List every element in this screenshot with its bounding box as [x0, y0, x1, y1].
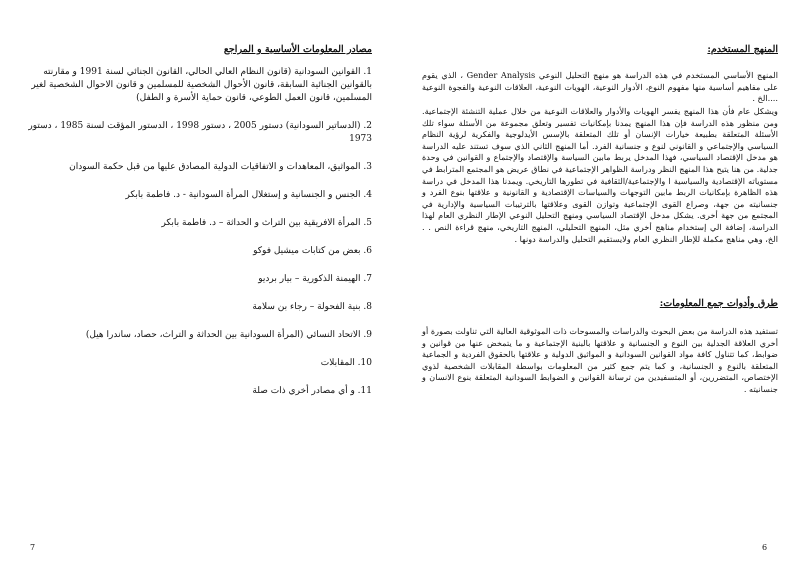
list-item: 11. و أي مصادر أخري ذات صلة [252, 386, 372, 396]
list-item: 10. المقابلات [320, 358, 372, 368]
list-item: 4. الجنس و الجنسانية و إستغلال المرأة السودانية - د. فاطمة بابكر [125, 190, 372, 200]
method-heading: المنهج المستخدم: [707, 44, 778, 55]
sources-list [20, 66, 372, 413]
right-page [400, 0, 800, 566]
list-item: 1. القوانين السودانية (قانون النظام العالي الحالي، القانون الجنائي لسنة 1991 و مقارنته بالقوانين الجنائية السابقة، قانون الأحوال الشخصية للمسلمين و قانون الاحوال الشخصية لغير المسلمين، قانون العمل الطوعي، قانون حماية الأسرة و الطفل) [31, 67, 372, 103]
list-item: 6. بعض من كتابات ميشيل فوكو [253, 246, 372, 256]
list-item: 8. بنية الفحولة – رجاء بن سلامة [252, 302, 372, 312]
list-item: 7. الهيمنة الذكورية – بيار برديو [258, 274, 372, 284]
tools-paragraph: تستفيد هذه الدراسة من بعض البحوث والدراسات والمسوحات ذات الموثوقية العالية التي تناولت بصورة أو أخري العلاقة الجدلية بين النوع و الجنسانية و علاقتها بالبنية الإجتماعية و ما يتمخض عنها من قوانين و ضوابط، كما تتناول كافة مواد القوانين السودانية و المواثيق الدولية و علاقتها بالحقوق الفردية و الجماعية المتعلقة بالنوع و الجنسانية، و كما يتم جمع كثير من المعلومات بواسطة المقابلات الشخصية لذوي الإختصاص، المتضررين، أو المتسفيدين من ترسانة القوانين و الضوابط السودانية المتعلقة بنوع الانسان و جنسانيته . [422, 326, 778, 394]
tools-heading: طرق وأدوات جمع المعلومات: [659, 298, 778, 309]
method-paragraph-2: ويشكل عام فأن هذا المنهج يفسر الهويات والأدوار والعلاقات النوعية من خلال عملية التنشئة الإجتماعية. ومن منظور هذه الدراسة فإن هذا المنهج يمدنا بإمكانيات تفسير وتعلق مجموعة من الأسئلة سواء تلك الأسئلة المتعلقة بطبيعة خيارات الإنسان أو تلك المتعلقة بالإسس الأيدلوجية والفكرية لرؤية النظام السياسي والإجتماعي و القانوني لنوع و جنسانية الفرد. أما المنهج الثاني الذي سوف تستند عليه الدراسة هو مدخل الإقتصاد السياسي، فهذا المدخل يربط مابين السياسة والإقتصاد والإجتماع و القوانين في وحدة جدلية. من هنا يتيح هذا المنهج النظر ودراسة الظواهر الإجتماعية في نطاق عريض هو المجتمع المترابط في مستوياته الإقتصادية والسياسية ا والإجتماعية/الثقافية في تطورها التاريخي. ويمدنا هذا المدخل في دراسة هذه الظاهرة بإمكانيات الربط مابين التوجهات والسياسات الإقتصادية و القانونية و علاقتها بنوع الفرد و جنسانيته من جهة، وصراع القوى الإجتماعية وتوازن القوى وعلاقتها بالترتيبات السياسية والإدارية في المجتمع من جهة أخرى. يشكل مدخل الإقتصاد السياسي ومنهج التحليل النوعي الإطار النظري العام لهذا الدراسة، إضافة الي إستخدام مناهج أخري مثل، المنهج التحليلي، المنهج التاريخي، منهج قراءة النص . . الخ، وهي مناهج مكملة للإطار النظري العام ولايستقيم التحليل والدراسة دونها . [422, 106, 778, 244]
list-item: 5. المرأة الافريقية بين التراث و الحداثة – د. فاطمة بابكر [161, 218, 372, 228]
list-item: 3. المواثيق، المعاهدات و الاتفاقيات الدولية المصادق عليها من قبل حكمة السودان [69, 162, 372, 172]
page-number: 7 [30, 543, 36, 552]
list-item: 2. (الدساتير السودانية) دستور 2005 ، دستور 1998 ، الدستور المؤقت لسنة 1985 ، دستور 1973 [28, 121, 372, 144]
sources-heading: مصادر المعلومات الأساسية و المراجع [223, 44, 372, 55]
list-item: 9. الاتحاد النسائي (المرأة السودانية بين الحداثة و التراث، حصاد، ساندرا هيل) [85, 330, 372, 340]
method-paragraph-1: المنهج الأساسي المستخدم في هذه الدراسة هو منهج التحليل النوعي Gender Analysis ، الذي يقوم على مفاهيم أساسية منها مفهوم النوع، الأدوار النوعية، الهويات النوعية، العلاقات النوعية والفجوة النوعية ....الخ . [422, 70, 778, 104]
page-number: 6 [762, 543, 768, 552]
